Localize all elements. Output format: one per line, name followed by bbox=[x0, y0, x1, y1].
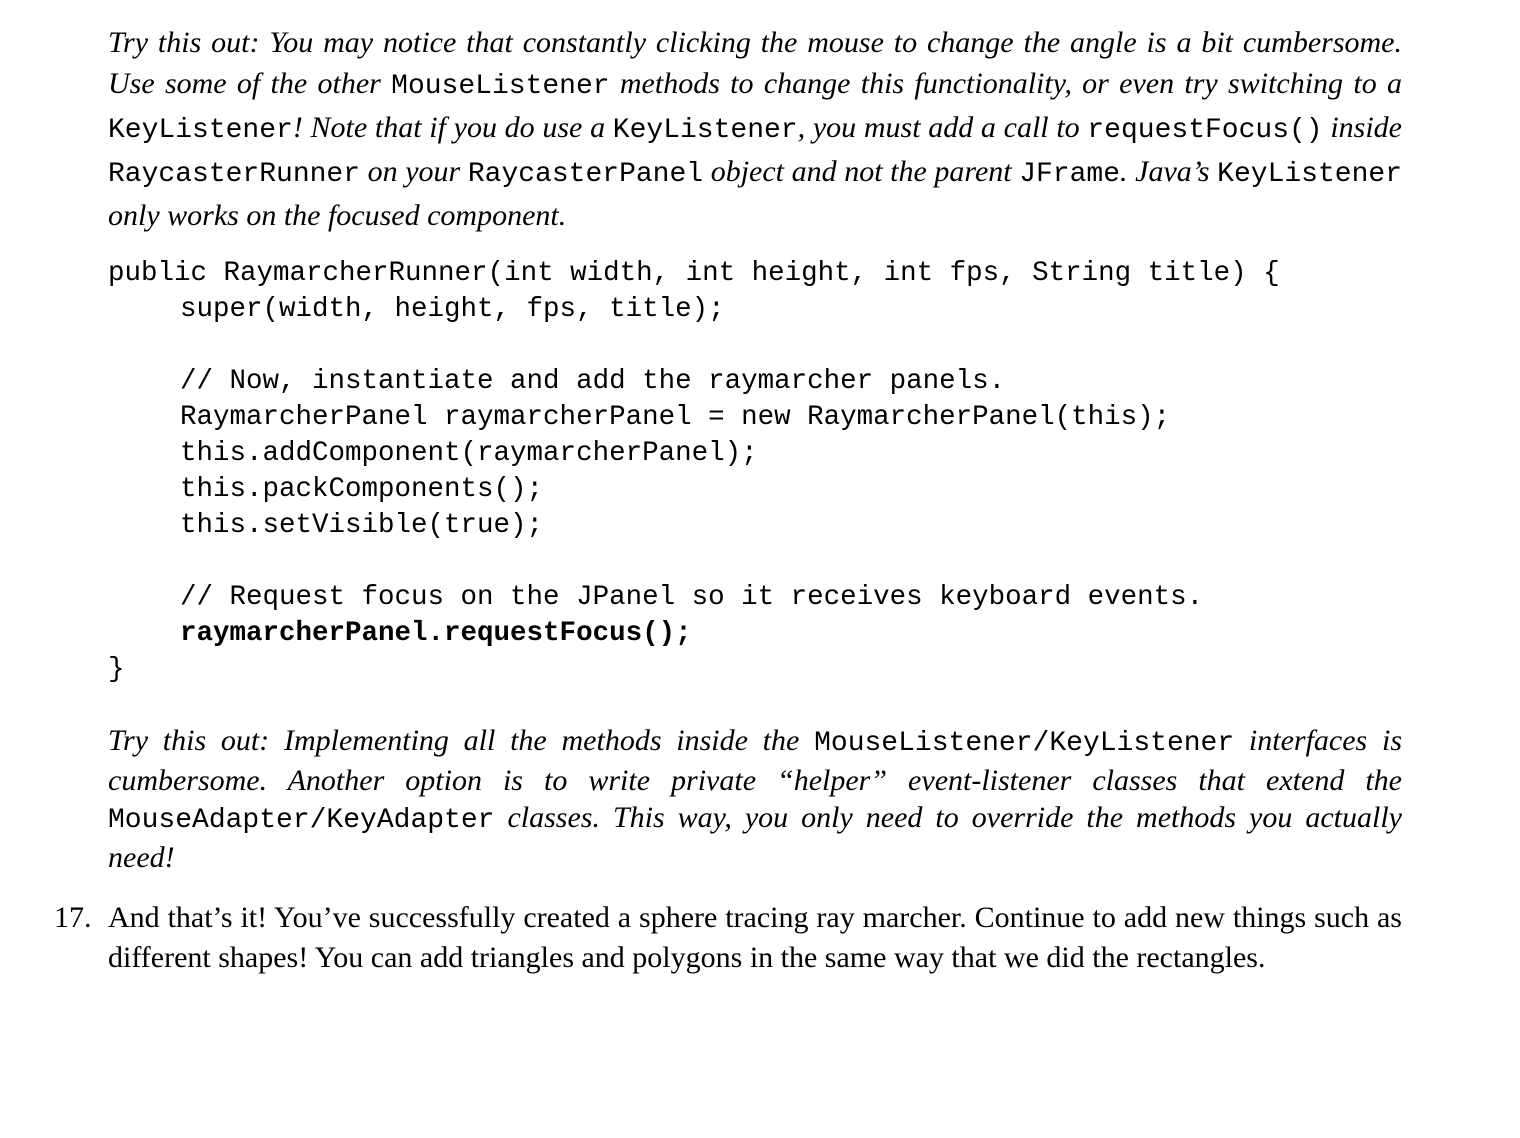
code-line: super(width, height, fps, title); bbox=[180, 294, 725, 325]
code-block bbox=[108, 256, 1408, 688]
inline-code: MouseAdapter/KeyAdapter bbox=[108, 805, 495, 836]
inline-code: requestFocus() bbox=[1087, 115, 1323, 146]
step-number: 17. bbox=[54, 901, 92, 934]
tip-keylistener: Try this out: You may notice that constantly clicking the mouse to change the angle is a bit cumbersome. Use some of the other MouseListener methods to change this functionality, or even try switching to a KeyListener! Note that if you do use a KeyListener, you must add a call to requestFocus() inside RaycasterRunner on your RaycasterPanel object and not the parent JFrame. Java’s KeyListener only works on the focused component. bbox=[108, 26, 1403, 232]
code-line: this.setVisible(true); bbox=[180, 510, 544, 541]
code-comment: // Request focus on the JPanel so it receives keyboard events. bbox=[180, 582, 1204, 613]
inline-code: KeyListener bbox=[1217, 159, 1403, 190]
code-line: public RaymarcherRunner(int width, int height, int fps, String title) { bbox=[108, 258, 1280, 289]
step-text: And that’s it! You’ve successfully created a sphere tracing ray marcher. Continue to add new things such as different shapes! You can add triangles and polygons in the same way that we did the rectangles. bbox=[108, 901, 1402, 974]
inline-code: MouseListener/KeyListener bbox=[814, 728, 1235, 759]
inline-code: JFrame bbox=[1019, 159, 1121, 190]
code-comment: // Now, instantiate and add the raymarcher panels. bbox=[180, 366, 1006, 397]
inline-code: KeyListener bbox=[108, 115, 293, 146]
code-line-blank bbox=[108, 544, 1408, 580]
code-line: this.addComponent(raymarcherPanel); bbox=[180, 438, 758, 469]
code-line-highlighted: raymarcherPanel.requestFocus(); bbox=[180, 618, 692, 649]
step-17 bbox=[54, 898, 1402, 978]
code-line: this.packComponents(); bbox=[180, 474, 544, 505]
code-line: RaymarcherPanel raymarcherPanel = new RaymarcherPanel(this); bbox=[180, 402, 1171, 433]
inline-code: RaycasterPanel bbox=[467, 159, 704, 190]
code-line: } bbox=[108, 654, 125, 685]
inline-code: KeyListener bbox=[612, 115, 798, 146]
tip-adapter-classes: Try this out: Implementing all the methods inside the MouseListener/KeyListener interfaces is cumbersome. Another option is to write private “helper” event-listener classes that extend the MouseAdapter/KeyAdapter classes. This way, you only need to override the methods you actually need! bbox=[108, 724, 1402, 874]
code-line-blank bbox=[108, 328, 1408, 364]
inline-code: MouseListener bbox=[391, 71, 610, 102]
inline-code: RaycasterRunner bbox=[108, 159, 361, 190]
